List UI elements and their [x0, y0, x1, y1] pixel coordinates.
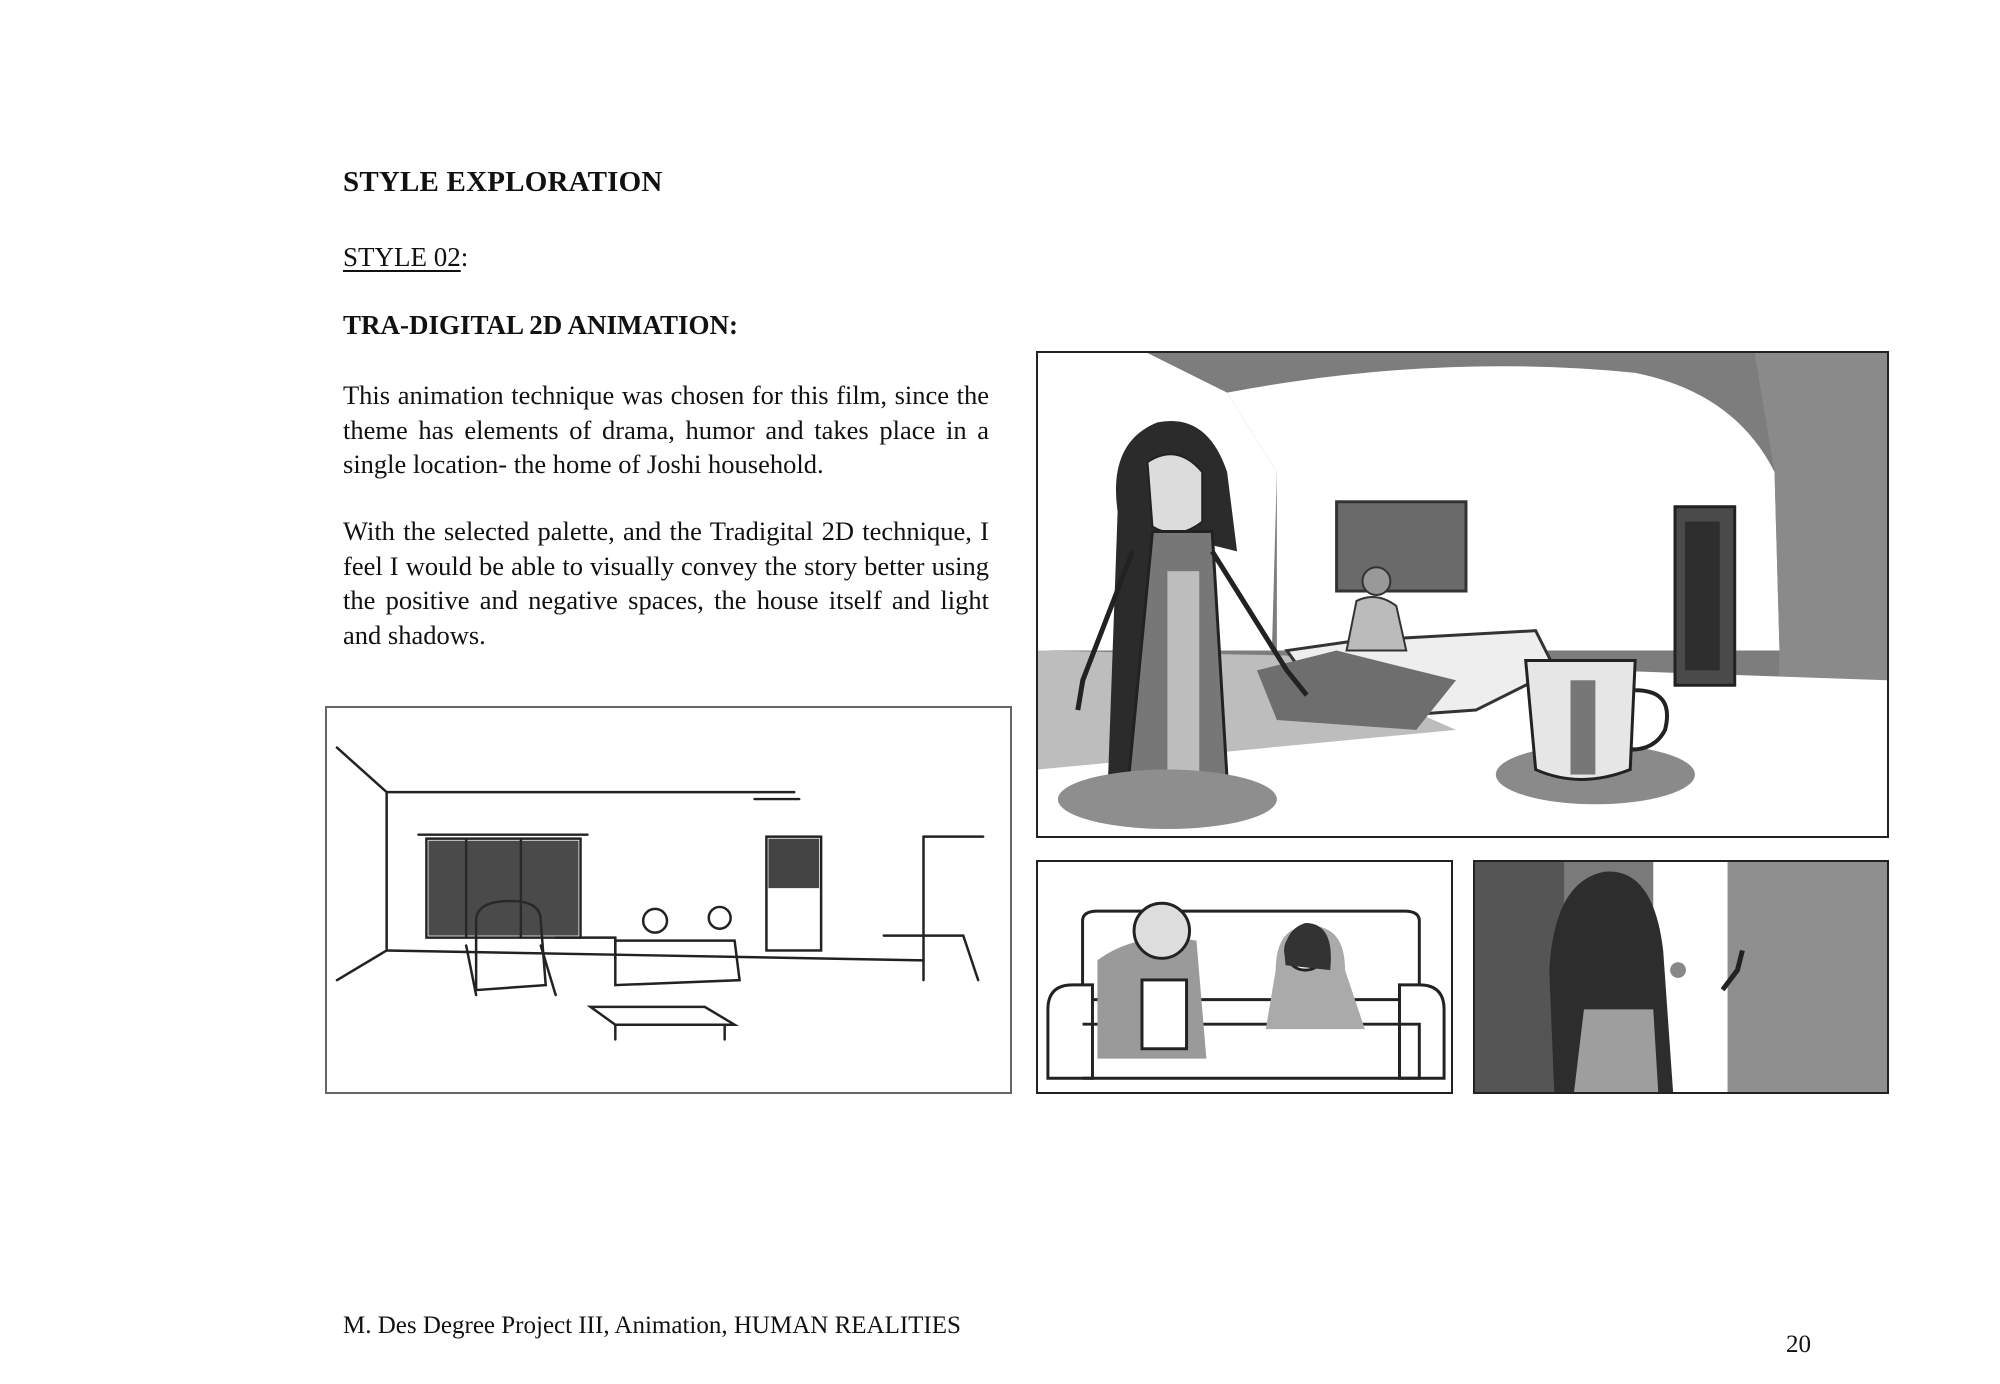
- paragraph-palette-technique: With the selected palette, and the Tradigital 2D technique, I feel I would be able to visually convey the story better using the positive and negative spaces, the house itself and light and shadows.: [343, 516, 989, 650]
- technique-subheading: TRA-DIGITAL 2D ANIMATION:: [343, 310, 739, 340]
- page-footer: M. Des Degree Project III, Animation, HUMAN REALITIES: [343, 1312, 961, 1339]
- interior-tone-sketch-drawing: [1038, 353, 1887, 836]
- paragraph-technique-choice: This animation technique was chosen for this film, since the theme has elements of drama, humor and takes place in a single location- the home of Joshi household.: [343, 380, 989, 479]
- interior-tone-sketch: [1036, 351, 1889, 838]
- sofa-tone-sketch: [1036, 860, 1453, 1094]
- style-label-text: STYLE 02: [343, 242, 461, 272]
- doorway-tone-sketch-drawing: [1475, 862, 1887, 1092]
- style-label-colon: :: [460, 242, 469, 272]
- section-heading: STYLE EXPLORATION: [343, 166, 663, 198]
- room-line-sketch-drawing: [327, 708, 1010, 1092]
- page-number: 20: [1786, 1331, 1811, 1358]
- style-label: [343, 242, 468, 273]
- room-line-sketch: [325, 706, 1012, 1094]
- sofa-tone-sketch-drawing: [1038, 862, 1451, 1092]
- doorway-tone-sketch: [1473, 860, 1889, 1094]
